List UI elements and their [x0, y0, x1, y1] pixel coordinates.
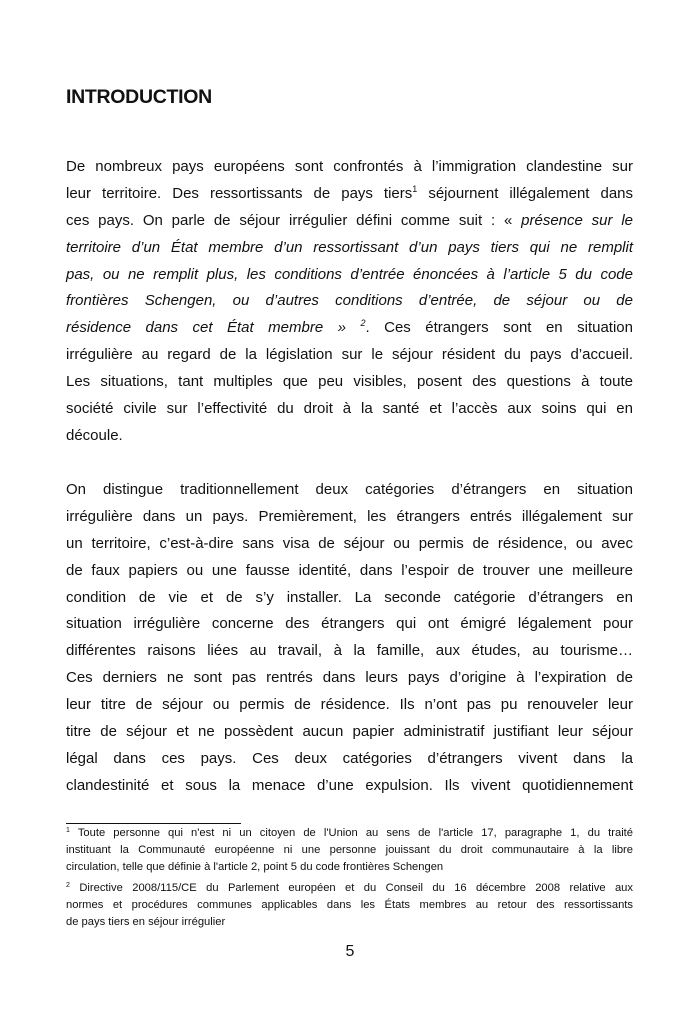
text-segment: Les situations, tant multiples que peu visibles, posent des questions à toute — [66, 373, 633, 391]
text-line — [66, 235, 633, 262]
footnote-text: Toute personne qui n'est ni un citoyen de l'Union au sens de l'article 17, paragraphe 1, du traité — [77, 827, 634, 839]
text-segment: titre de séjour et ne possèdent aucun papier administratif justifiant leur séjour — [66, 723, 633, 741]
text-segment: Ces derniers ne sont pas rentrés dans leurs pays d’origine à l’expiration de — [66, 669, 633, 687]
text-line — [66, 746, 633, 773]
footnote-separator — [66, 823, 241, 824]
page-number: 5 — [345, 943, 355, 960]
text-segment: condition de vie et de s’y installer. La seconde catégorie d’étrangers en — [66, 588, 633, 606]
text-segment: de faux papiers ou une fausse identité, dans l’espoir de trouver une meilleure — [66, 561, 633, 579]
footnote-line — [66, 914, 633, 931]
text-segment: De nombreux pays européens sont confrontés à l’immigration clandestine sur — [66, 158, 633, 175]
text-segment: On distingue traditionnellement deux catégories d’étrangers en situation — [66, 481, 633, 498]
text-segment: ces pays. On parle de séjour irrégulier défini comme suit : « — [66, 211, 522, 229]
footnote-number: 1 — [66, 827, 70, 834]
footnote-line — [66, 842, 633, 859]
footnote-line — [66, 859, 633, 876]
paragraph-2 — [66, 477, 633, 800]
text-segment: un territoire, c’est-à-dire sans visa de séjour ou permis de résidence, ou avec — [66, 534, 633, 552]
text-segment: séjournent illégalement dans — [417, 184, 634, 202]
text-line — [66, 181, 633, 208]
footnote-text: Directive 2008/115/CE du Parlement européen et du Conseil du 16 décembre 2008 relative aux — [79, 882, 633, 894]
text-line — [66, 585, 633, 612]
text-line — [66, 611, 633, 638]
footnote-text: instituant la Communauté européenne ni une personne jouissant du droit communautaire à la libre — [66, 844, 633, 856]
text-segment: légal dans ces pays. Ces deux catégories d’étrangers vivent dans la — [66, 749, 633, 767]
footnote-ref: 2 — [360, 318, 366, 329]
footnote-text: de pays tiers en séjour irrégulier — [66, 916, 226, 928]
footnote-text: normes et procédures communes applicables dans les États membres au retour des ressortissants — [66, 899, 633, 911]
footnote-line — [66, 825, 633, 842]
text-line — [66, 369, 633, 396]
text-segment: leur territoire. Des ressortissants de pays tiers — [66, 184, 413, 202]
text-line — [66, 396, 633, 423]
text-line — [66, 504, 633, 531]
text-line — [66, 773, 633, 800]
text-line — [66, 262, 633, 289]
text-segment: pas, ou ne remplit plus, les conditions d’entrée énoncées à l’article 5 du code — [66, 265, 633, 283]
footnote-number: 2 — [66, 882, 70, 889]
text-segment: leur titre de séjour ou permis de résidence. Ils n’ont pas pu renouveler leur — [66, 696, 633, 714]
footnote-ref: 1 — [412, 183, 418, 194]
text-segment: découle. — [66, 426, 123, 444]
footnote-1 — [66, 825, 633, 876]
footnote-text: circulation, telle que définie à l'article 2, point 5 du code frontières Schengen — [66, 861, 444, 873]
text-segment: société civile sur l’effectivité du droit à la santé et l’accès aux soins qui en — [66, 400, 633, 418]
text-line — [66, 719, 633, 746]
text-segment: . Ces étrangers sont en situation — [365, 319, 633, 337]
text-segment: situation irrégulière concerne des étrangers qui ont émigré légalement pour — [66, 615, 633, 633]
section-heading: INTRODUCTION — [66, 86, 212, 108]
text-segment: irrégulière dans un pays. Premièrement, les étrangers entrés illégalement sur — [66, 507, 633, 525]
text-segment: clandestinité et sous la menace d’une expulsion. Ils vivent quotidiennement — [66, 776, 633, 794]
text-line — [66, 531, 633, 558]
text-line — [66, 423, 633, 450]
text-segment: présence sur le — [521, 211, 633, 229]
text-line — [66, 208, 633, 235]
footnote-line — [66, 880, 633, 897]
paragraph-1 — [66, 154, 633, 450]
text-line — [66, 154, 633, 181]
text-line — [66, 342, 633, 369]
text-segment: territoire d’un État membre d’un ressortissant d’un pays tiers qui ne remplit — [66, 238, 633, 256]
text-line — [66, 288, 633, 315]
text-line — [66, 477, 633, 504]
text-line — [66, 665, 633, 692]
text-line — [66, 692, 633, 719]
text-segment: résidence dans cet État membre » — [66, 319, 361, 337]
text-line — [66, 558, 633, 585]
footnote-2 — [66, 880, 633, 931]
text-segment: différentes raisons liées au travail, à la famille, aux études, au tourisme… — [66, 642, 633, 660]
text-line — [66, 315, 633, 342]
text-segment: frontières Schengen, ou d’autres conditions d’entrée, de séjour ou de — [66, 292, 633, 310]
footnote-line — [66, 897, 633, 914]
text-line — [66, 638, 633, 665]
text-segment: irrégulière au regard de la législation sur le séjour résident du pays d’accueil. — [66, 346, 633, 364]
